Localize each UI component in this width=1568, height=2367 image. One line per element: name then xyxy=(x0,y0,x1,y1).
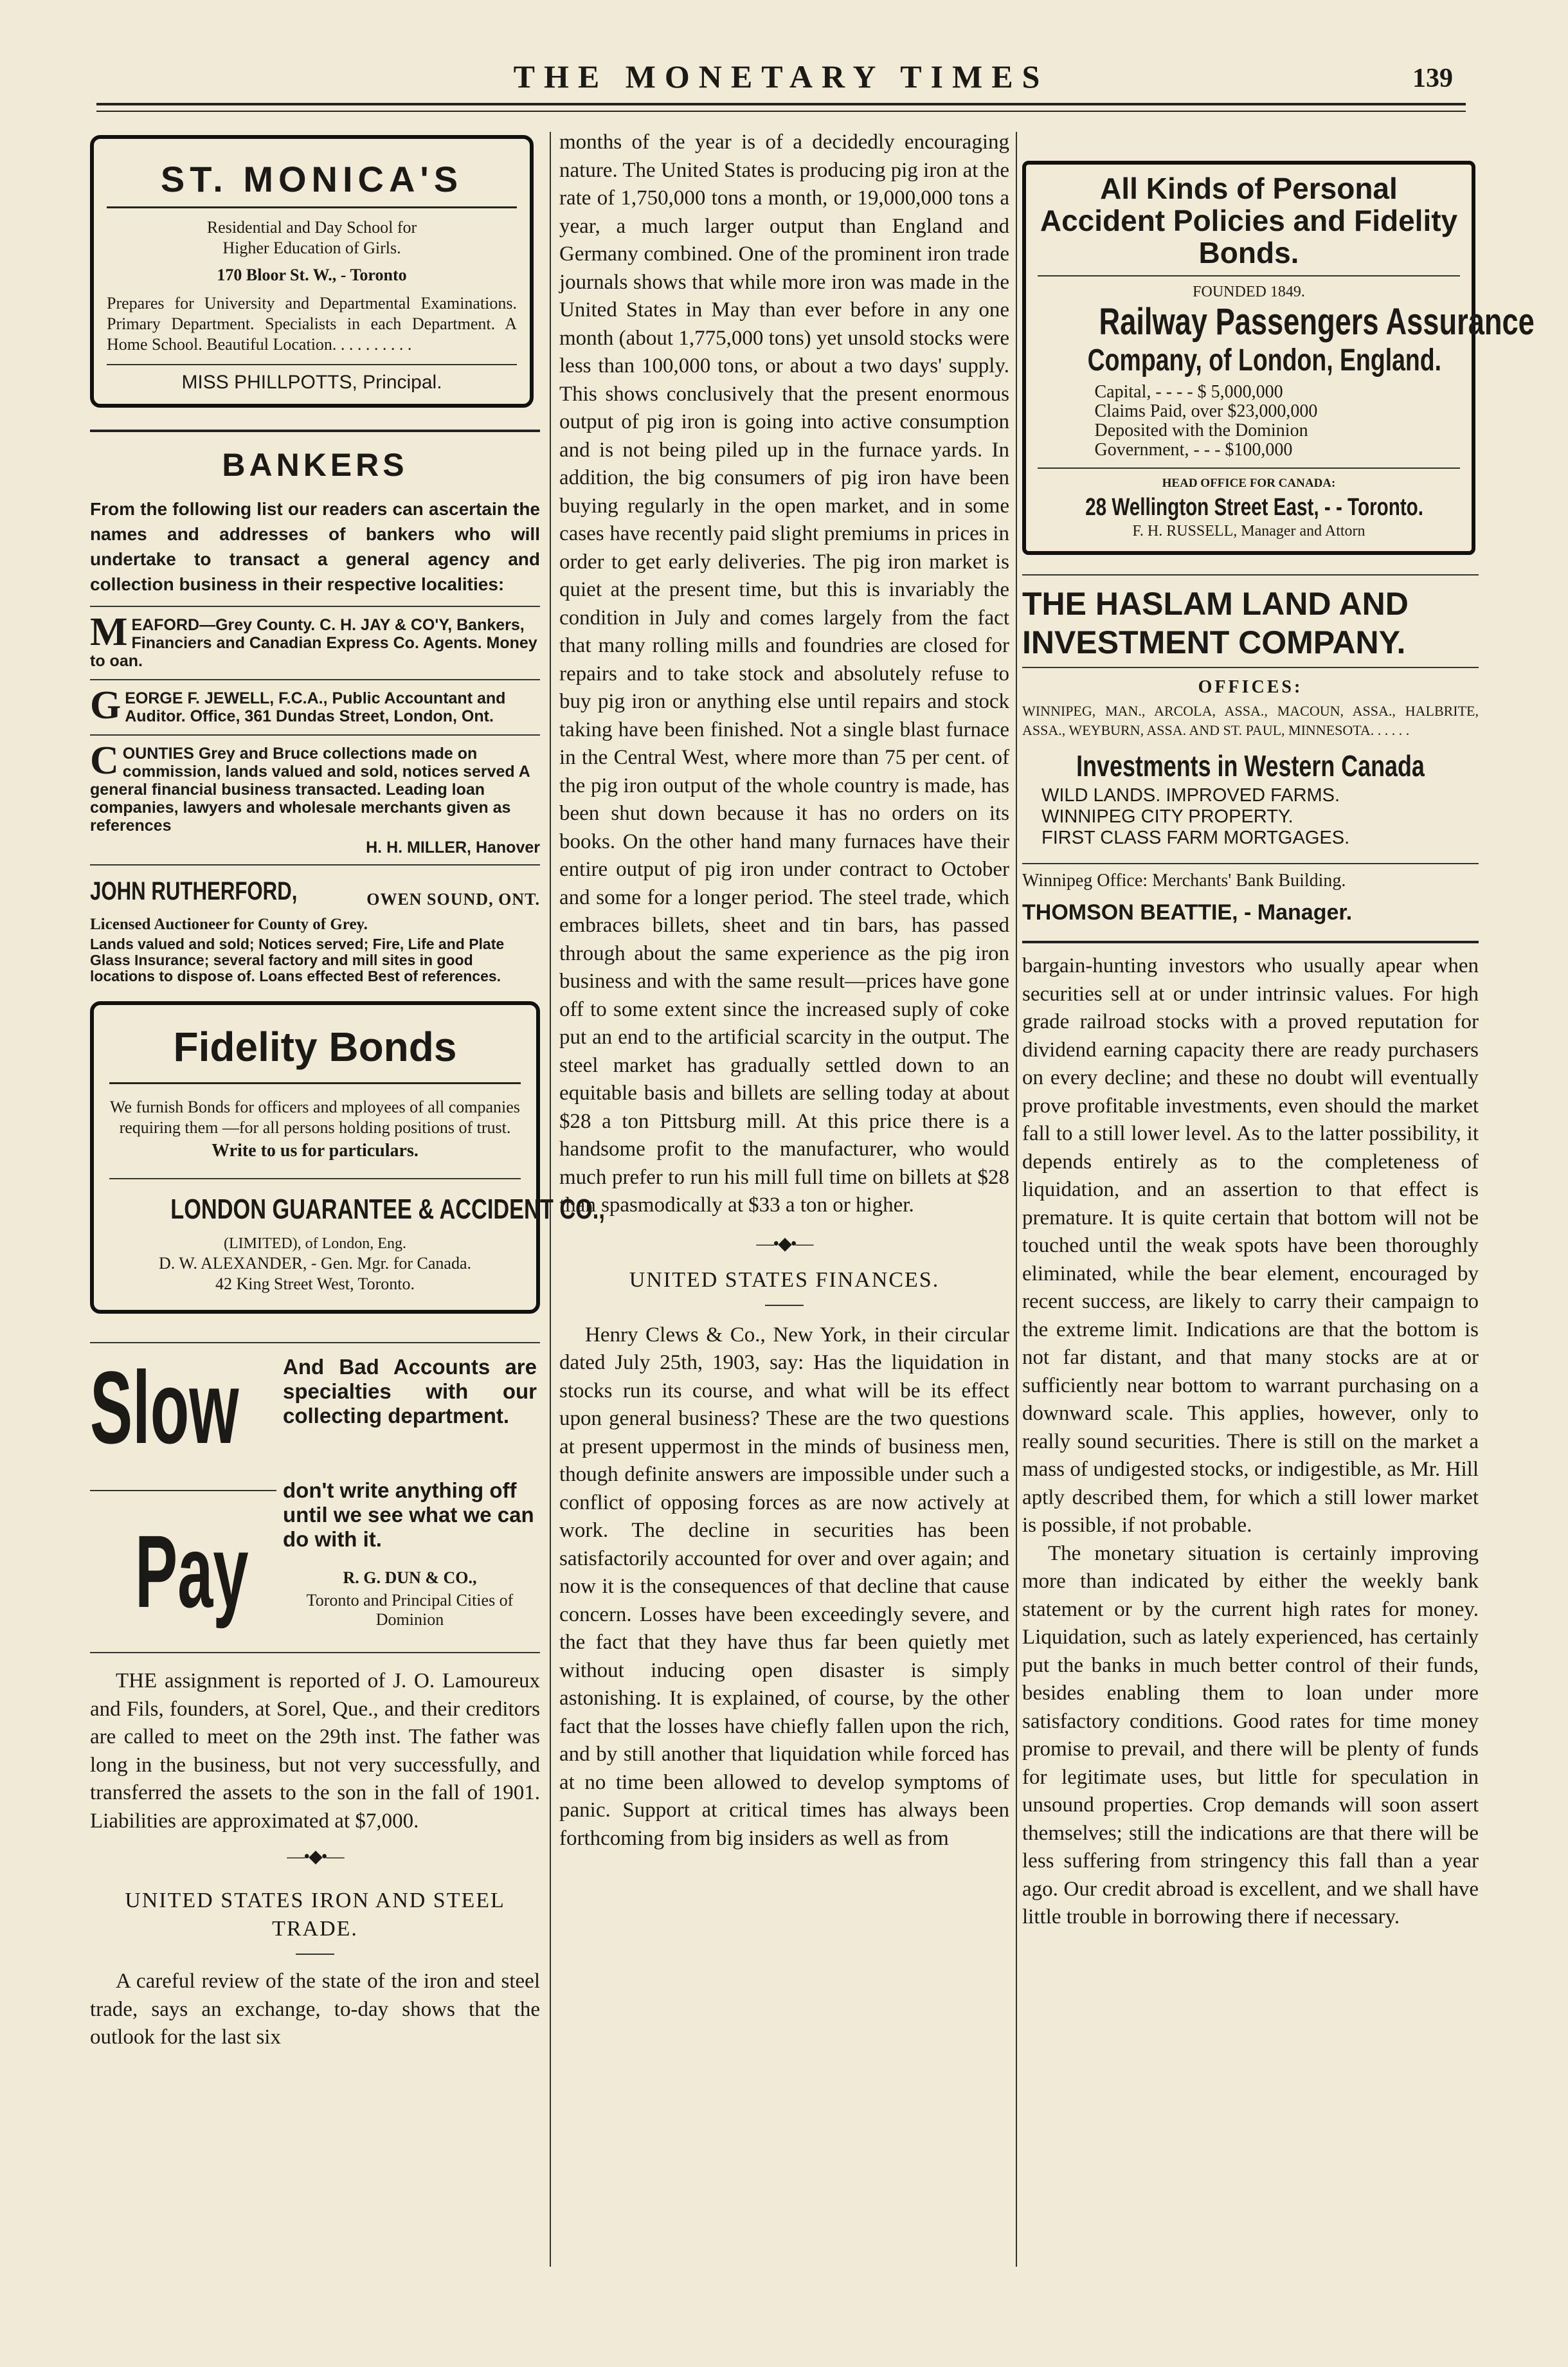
dun-text2: don't write anything off until we see what we can do with it. xyxy=(283,1478,534,1551)
header-rule-bottom xyxy=(96,111,1466,112)
bank-divider-3 xyxy=(90,734,540,736)
bank-divider-2 xyxy=(90,679,540,680)
iron-heading-rule xyxy=(296,1954,334,1955)
railway-claims: Claims Paid, over $23,000,000 xyxy=(1094,401,1318,421)
railway-divider-2 xyxy=(1038,467,1460,469)
st-monica-address: 170 Bloor St. W., - Toronto xyxy=(217,266,407,284)
iron-p1-start: A careful review of the state of the iron and steel trade, says an exchange, to-day shows that the outlook for the last six xyxy=(90,1970,540,2049)
ornament-divider: —•◆•— xyxy=(287,1847,343,1867)
haslam-manager: THOMSON BEATTIE, - Manager. xyxy=(1022,900,1353,925)
finances-p1-cont: bargain-hunting investors who usually apear when securities sell at or under intrinsic values. For high grade railroad stocks with a proved reputation for dividend earning capacity there are ready purchasers on every decline; and these no doubt will eventually prove profitable investments, even should the market fall to a still lower level. As to the latter possibility, it depends entirely as to the completeness of liquidation, and an assertion to that effect is premature. It is quite certain that bottom will not be touched until the weak spots have been thoroughly eliminated, while the bear element, encouraged by recent success, are likely to carry their campaign to the extreme limit. Indications are that the bottom is not far distant, and that many stocks are at or sufficiently near bottom to warrant purchasing on a downward scale. This applies, however, only to really sound securities. There is still on the market a mass of undigested stocks, or indigestible, as Mr. Hill aptly described them, for which a still lower market is possible, if not probable. xyxy=(1022,954,1479,1537)
finances-p2: The monetary situation is certainly improving more than indicated by either the weekly bank statement or by the current high rates for money. Liquidation, such as lately experienced, has certainly put the banks in much better control of their funds, besides enabling them to loan under more satisfactory conditions. Good rates for time money promise to prevail, and there will be plenty of funds for legitimate uses, but little for speculation in unsound properties. Crop demands will soon assert themselves; still the indications are that there will be less suffering from stringency this fall than a year ago. Our credit abroad is excellent, and we shall have little trouble in borrowing there if necessary. xyxy=(1022,1541,1479,1928)
haslam-divider xyxy=(1022,667,1479,668)
haslam-list-1: WILD LANDS. IMPROVED FARMS. xyxy=(1041,785,1340,806)
meaford-text: EAFORD—Grey County. C. H. JAY & CO'Y, Bankers, Financiers and Canadian Express Co. Agents. Money to oan. xyxy=(90,616,537,670)
iron-heading: UNITED STATES IRON AND STEEL TRADE. xyxy=(125,1889,505,1941)
dun-divider xyxy=(90,1490,276,1491)
section-rule xyxy=(90,430,540,432)
railway-head-office: HEAD OFFICE FOR CANADA: xyxy=(1162,476,1336,490)
finances-heading: UNITED STATES FINANCES. xyxy=(629,1267,940,1292)
bank-divider-1 xyxy=(90,606,540,607)
haslam-offices-label: OFFICES: xyxy=(1198,677,1303,697)
railway-address: 28 Wellington Street East, - - Toronto. xyxy=(1085,494,1424,521)
haslam-list-2: WINNIPEG CITY PROPERTY. xyxy=(1041,806,1293,827)
st-monica-principal: MISS PHILLPOTTS, Principal. xyxy=(181,372,442,393)
london-guarantee-address: 42 King Street West, Toronto. xyxy=(215,1274,415,1293)
dun-company: R. G. DUN & CO., xyxy=(343,1568,477,1587)
fidelity-bonds-title: Fidelity Bonds xyxy=(109,1017,521,1084)
iron-paragraph-continued xyxy=(559,129,1009,1220)
finances-p1: Henry Clews & Co., New York, in their circular dated July 25th, 1903, say: Has the liquidation in stocks run its course, and what will be its effect upon general business? These are the two questions at present uppermost in the minds of business men, though definite answers are impossible under such a conflict of opposing forces as are now actively at work. The decline in securities has been satisfactorily accounted for over and over again; and now it is the consequences of that decline that cause concern. Losses have been exceedingly severe, and the fact that they have thus far been quietly met without inducing open disaster is simply astonishing. It is explained, of course, by the other fact that the losses have chiefly fallen upon the rich, and by still another that liquidation while forced has at no time been allowed to develop symptoms of panic. Support at critical times has always been forthcoming from big insiders as well as from xyxy=(559,1323,1009,1850)
railway-capital: Capital, - - - - $ 5,000,000 xyxy=(1094,382,1283,402)
page-number: 139 xyxy=(1412,64,1453,93)
counties-dropcap: C xyxy=(90,739,119,783)
rutherford-town: OWEN SOUND, ONT. xyxy=(366,890,540,909)
railway-founded: FOUNDED 1849. xyxy=(1193,284,1305,300)
publication-title: THE MONETARY TIMES xyxy=(513,59,1049,95)
finances-heading-rule xyxy=(765,1305,804,1306)
rutherford-description: Lands valued and sold; Notices served; Fire, Life and Plate Glass Insurance; several factory and mill sites in good locations to dispose of. Loans effected Best of references. xyxy=(90,936,505,984)
st-monica-divider xyxy=(107,364,517,365)
header-rule-top xyxy=(96,103,1466,105)
dun-rule-bottom xyxy=(90,1652,540,1653)
rutherford-licence: Licensed Auctioneer for County of Grey. xyxy=(90,916,368,933)
st-monica-ad xyxy=(90,135,534,408)
dun-text1: And Bad Accounts are specialties with our collecting department. xyxy=(283,1355,537,1428)
finances-paragraph-1 xyxy=(559,1321,1009,1853)
london-guarantee-manager: D. W. ALEXANDER, - Gen. Mgr. for Canada. xyxy=(159,1254,471,1273)
railway-deposited: Deposited with the Dominion xyxy=(1094,421,1308,440)
meaford-dropcap: M xyxy=(90,610,128,654)
column-2 xyxy=(559,129,1009,1853)
railway-divider-1 xyxy=(1038,275,1460,277)
column-1 xyxy=(90,129,605,2052)
railway-name-1: Railway Passengers Assurance xyxy=(1099,301,1535,343)
iron-p1-cont: months of the year is of a decidedly encouraging nature. The United States is producing pig iron at the rate of 1,750,000 tons a month, or 19,000,000 tons a year, a much larger output than England and Germany combined. One of the prominent iron trade journals shows that while more iron was made in the United States in May than ever before in any one month (about 1,775,000 tons) yet unsold stocks were less than 100,000 tons, or about a two days' supply. This shows conclusively that the present enormous output of pig iron is going into active consumption and is not being piled up in the furnace yards. In addition, the big consumers of pig iron have been buying regularly in the open market, and in some cases have recently paid slight premiums in prices in order to get early deliveries. The pig iron market is quiet at the present time, but this is invariably the condition in July and comes largely from the fact that many rolling mills and foundries are closed for repairs and to take stock and absolutely refuse to buy pig iron or anything else until repairs and stock taking have been finished. Not a single blast furnace in the Central West, where more than 75 per cent. of the pig iron output of the whole country is made, has been shut down because it has no orders on its books. On the other hand many furnaces have their entire output of pig iron under contract to October and some for a longer period. The steel trade, which embraces billets, sheet and tin bars, has passed through about the same experience as the pig iron business and with the same result—prices have gone off to some extent since the increased suply of coke put an end to the artificial scarcity in the output. The steel market has gradually settled down to an equitable basis and billets are selling today at about $28 a ton Pittsburg mill. At this price there is a handsome profit to the manufacturer, who would much prefer to run his mill full time on billets at $28 than spasmodically at $33 a ton or higher. xyxy=(559,131,1009,1217)
masthead xyxy=(96,58,1466,103)
haslam-offices: WINNIPEG, MAN., ARCOLA, ASSA., MACOUN, ASSA., HALBRITE, ASSA., WEYBURN, ASSA. AND ST. PAUL, MINNESOTA. . . . . . xyxy=(1022,703,1479,738)
dun-cities: Toronto and Principal Cities of Dominion xyxy=(306,1591,514,1629)
fidelity-divider xyxy=(109,1178,521,1179)
ornament-divider-2: —•◆•— xyxy=(756,1233,813,1254)
iron-paragraph-start xyxy=(90,1968,540,2052)
jewell-dropcap: G xyxy=(90,684,122,727)
st-monica-line1: Residential and Day School for xyxy=(206,218,417,237)
st-monica-line2: Higher Education of Girls. xyxy=(222,239,401,257)
railway-tagline: All Kinds of Personal Accident Policies and Fidelity Bonds. xyxy=(1040,172,1458,269)
st-monica-description: Prepares for University and Departmental Examinations. Primary Department. Specialists in each Department. A Home School. Beautiful Location. . . . . . . . . . xyxy=(107,294,517,354)
bank-entry-counties xyxy=(90,739,540,835)
lamoureux-lead: THE xyxy=(116,1669,158,1692)
london-guarantee-limited: (LIMITED), of London, Eng. xyxy=(224,1235,406,1252)
counties-signature: H. H. MILLER, Hanover xyxy=(366,839,540,857)
lamoureux-text: assignment is reported of J. O. Lamoureux and Fils, founders, at Sorel, Que., and their creditors are called to meet on the 29th inst. The father was long in the business, but not very successfully, and transferred the assets to the son in the fall of 1901. Liabilities are approximated at $7,000. xyxy=(90,1669,540,1833)
rutherford-header xyxy=(90,872,540,911)
haslam-title: THE HASLAM LAND AND INVESTMENT COMPANY. xyxy=(1022,586,1409,660)
bank-divider-4 xyxy=(90,864,540,866)
haslam-divider-2 xyxy=(1022,863,1479,864)
haslam-office: Winnipeg Office: Merchants' Bank Building. xyxy=(1022,871,1346,891)
bankers-intro: From the following list our readers can ascertain the names and addresses of bankers who will undertake to transact a general agency and collection business in their respective localities: xyxy=(90,499,540,594)
bank-entry-jewell xyxy=(90,684,540,727)
haslam-list xyxy=(1022,785,1479,849)
haslam-rule-bottom xyxy=(1022,941,1479,943)
haslam-list-3: FIRST CLASS FARM MORTGAGES. xyxy=(1041,828,1350,848)
fidelity-line1: We furnish Bonds for officers and mployees of all companies requiring them —for all persons holding positions of trust. xyxy=(110,1098,520,1137)
railway-figures xyxy=(1095,383,1403,460)
railway-name-2: Company, of London, England. xyxy=(1087,343,1442,377)
bank-entry-meaford xyxy=(90,610,540,670)
fidelity-bonds-ad xyxy=(90,1001,605,1314)
jewell-text: EORGE F. JEWELL, F.C.A., Public Accountant and Auditor. Office, 361 Dundas Street, London, Ont. xyxy=(125,689,506,725)
bankers-title: BANKERS xyxy=(222,447,408,483)
column-divider-2 xyxy=(1016,132,1017,2267)
rutherford-name: JOHN RUTHERFORD, xyxy=(90,877,298,905)
lamoureux-paragraph xyxy=(90,1667,540,1835)
london-guarantee-name: LONDON GUARANTEE & ACCIDENT CO., xyxy=(170,1193,605,1225)
counties-text: OUNTIES Grey and Bruce collections made on commission, lands valued and sold, notices served A general financial business transacted. Leading loan companies, lawyers and wholesale merchants given as references xyxy=(90,745,530,835)
dun-pay: Pay xyxy=(135,1514,249,1629)
dun-slow: Slow xyxy=(90,1350,239,1465)
column-3 xyxy=(1022,129,1535,1932)
fidelity-line2: Write to us for particulars. xyxy=(212,1141,419,1161)
haslam-investments: Investments in Western Canada xyxy=(1076,749,1425,783)
railway-passengers-ad xyxy=(1022,161,1535,555)
dun-ad xyxy=(90,1343,540,1652)
railway-manager: F. H. RUSSELL, Manager and Attorn xyxy=(1132,523,1365,540)
finances-paragraphs-continued xyxy=(1022,952,1479,1932)
st-monica-title: ST. MONICA'S xyxy=(107,149,517,208)
haslam-rule-top xyxy=(1022,574,1479,576)
railway-government: Government, - - - $100,000 xyxy=(1094,440,1293,460)
